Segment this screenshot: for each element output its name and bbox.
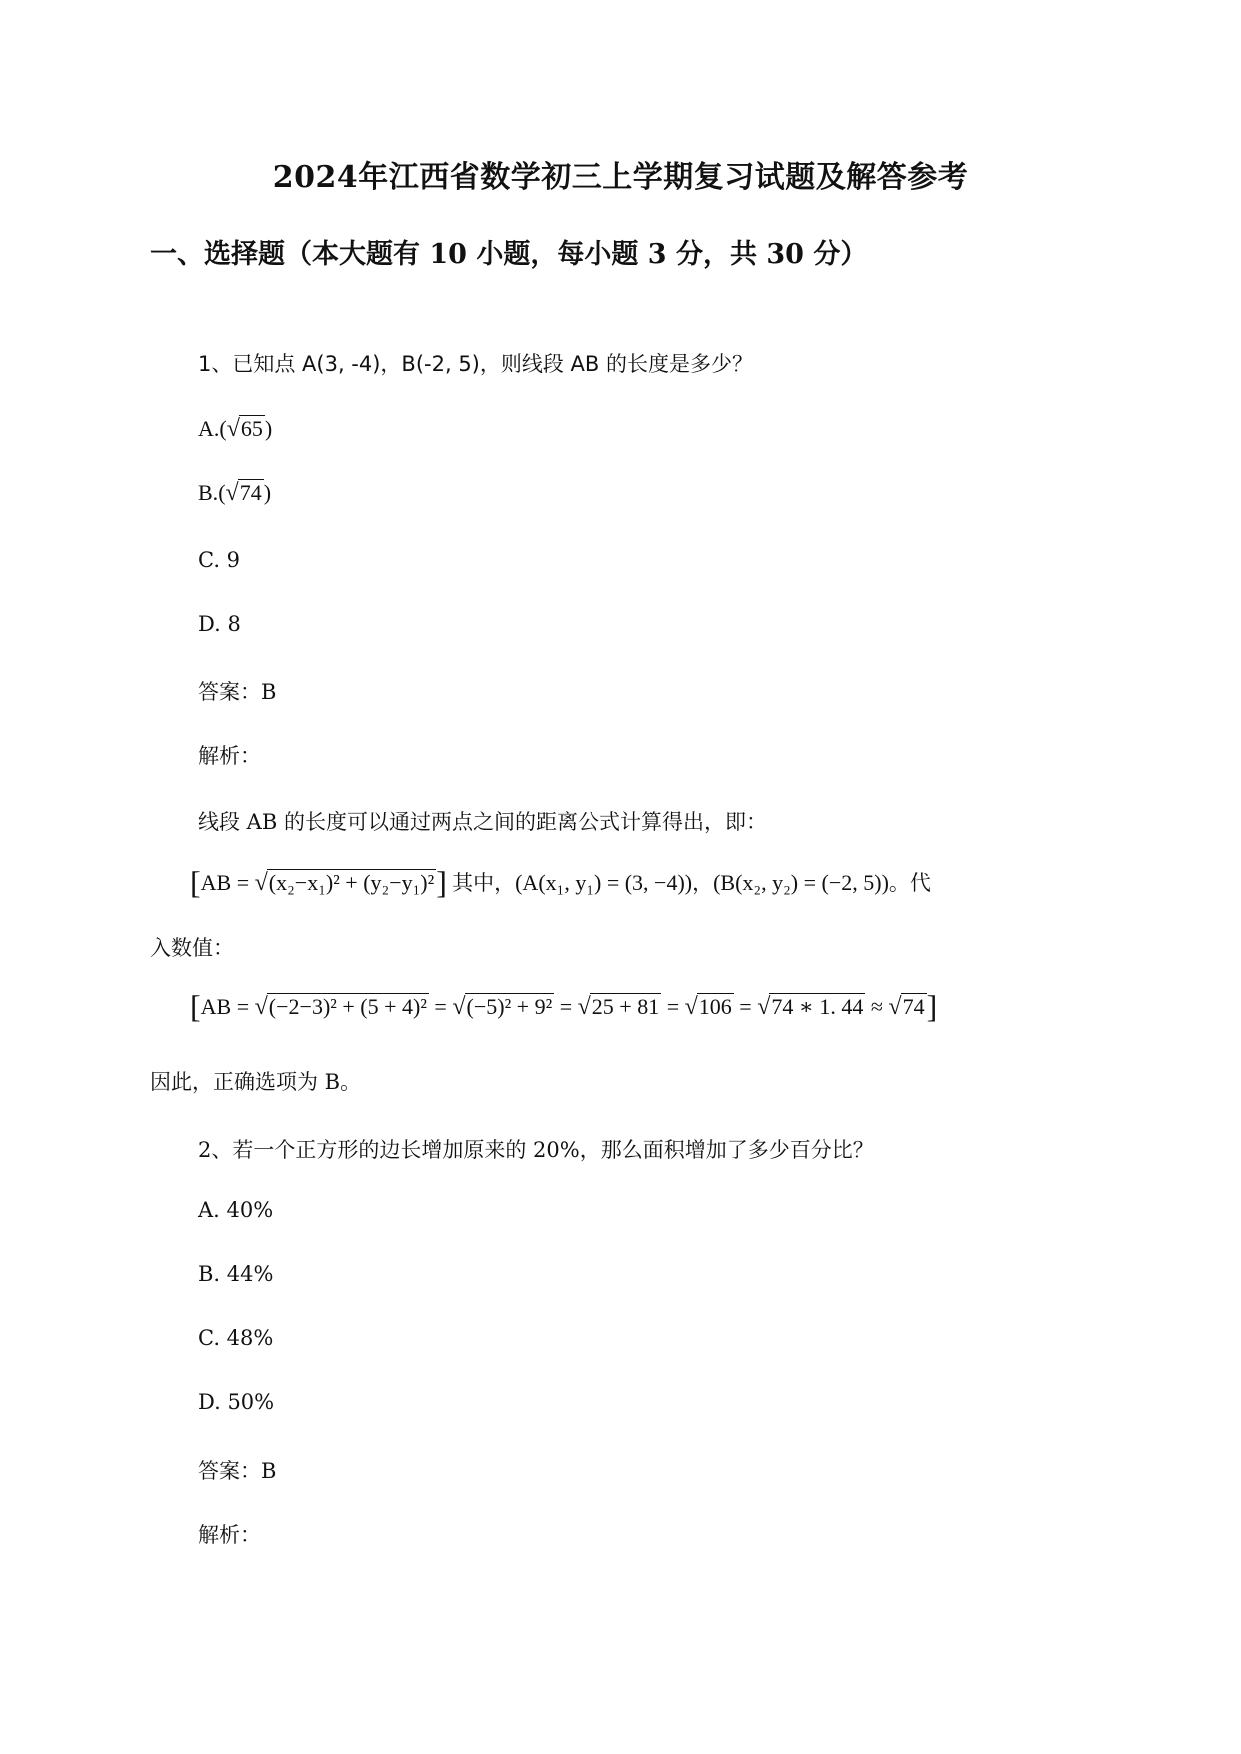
formula-lhs: AB = [200, 870, 255, 895]
question-1-stem: 1、已知点 A(3, -4)，B(-2, 5)，则线段 AB 的长度是多少？ [198, 352, 754, 376]
q1-calculation: [AB = √(−2−3)² + (5 + 4)² = √(−5)² + 9² = √25 + 81 = √106 = √74 ∗ 1. 44 ≈ √74] [190, 988, 938, 1024]
sqrt-icon: √ [577, 994, 591, 1020]
formula-where: 其中， [446, 871, 516, 895]
formula-radicand: (x₂−x₁)² + (y₂−y₁)² [268, 870, 435, 895]
document-title: 2024年江西省数学初三上学期复习试题及解答参考 [272, 160, 969, 195]
q1-option-a: A.(√65) [198, 416, 273, 442]
q2-answer: 答案：B [198, 1459, 277, 1483]
formula-tail: 。代 [888, 871, 931, 895]
q1-analysis-label: 解析： [198, 744, 261, 768]
calc-radicand-1: (−2−3)² + (5 + 4)² [268, 994, 427, 1019]
option-a-prefix: A. [198, 416, 220, 441]
q1-continue-text: 入数值： [150, 936, 234, 960]
q1-explanation: 线段 AB 的长度可以通过两点之间的距离公式计算得出，即： [198, 810, 767, 834]
q1-option-c: C. 9 [198, 548, 241, 572]
section-heading: 一、选择题（本大题有 10 小题，每小题 3 分，共 30 分） [150, 239, 868, 270]
sqrt-icon: √ [757, 994, 771, 1020]
right-bracket: ] [926, 988, 938, 1024]
sqrt-icon: √ [254, 994, 268, 1020]
formula-separator: ， [692, 871, 714, 895]
q2-option-b: B. 44% [198, 1262, 274, 1286]
sqrt-icon: √ [452, 994, 466, 1020]
point-a-coords: (A(x₁, y₁) = (3, −4)) [515, 870, 693, 895]
calc-lhs: AB = [200, 994, 255, 1019]
q1-distance-formula [190, 866, 931, 898]
option-a-radicand: 65 [240, 416, 263, 441]
point-b-coords: (B(x₂, y₂) = (−2, 5)) [713, 870, 889, 895]
calc-radicand-2: (−5)² + 9² [466, 994, 553, 1019]
sqrt-icon: √ [225, 480, 239, 506]
left-bracket: [ [190, 988, 201, 1024]
option-b-prefix: B. [198, 480, 219, 505]
sqrt-icon: √ [888, 994, 902, 1020]
q2-option-c: C. 48% [198, 1326, 274, 1350]
sqrt-icon: √ [254, 870, 268, 896]
q2-analysis-label: 解析： [198, 1523, 261, 1547]
calc-radicand-4: 106 [698, 994, 732, 1019]
left-bracket: [ [190, 864, 201, 900]
sqrt-icon: √ [684, 994, 698, 1020]
option-b-radicand: 74 [239, 480, 262, 505]
calc-radicand-6: 74 [902, 994, 925, 1019]
right-bracket: ] [436, 864, 447, 900]
q2-option-d: D. 50% [198, 1390, 275, 1414]
q1-answer: 答案：B [198, 680, 277, 704]
sqrt-icon: √ [226, 416, 240, 442]
q2-option-a: A. 40% [198, 1198, 274, 1222]
calc-radicand-5: 74 ∗ 1. 44 [771, 994, 864, 1019]
q1-option-d: D. 8 [198, 612, 241, 636]
calc-radicand-3: 25 + 81 [591, 994, 660, 1019]
q1-conclusion: 因此，正确选项为 B。 [150, 1070, 362, 1094]
q1-option-b: B.(√74) [198, 480, 272, 506]
question-2-stem: 2、若一个正方形的边长增加原来的 20%，那么面积增加了多少百分比？ [198, 1138, 874, 1162]
